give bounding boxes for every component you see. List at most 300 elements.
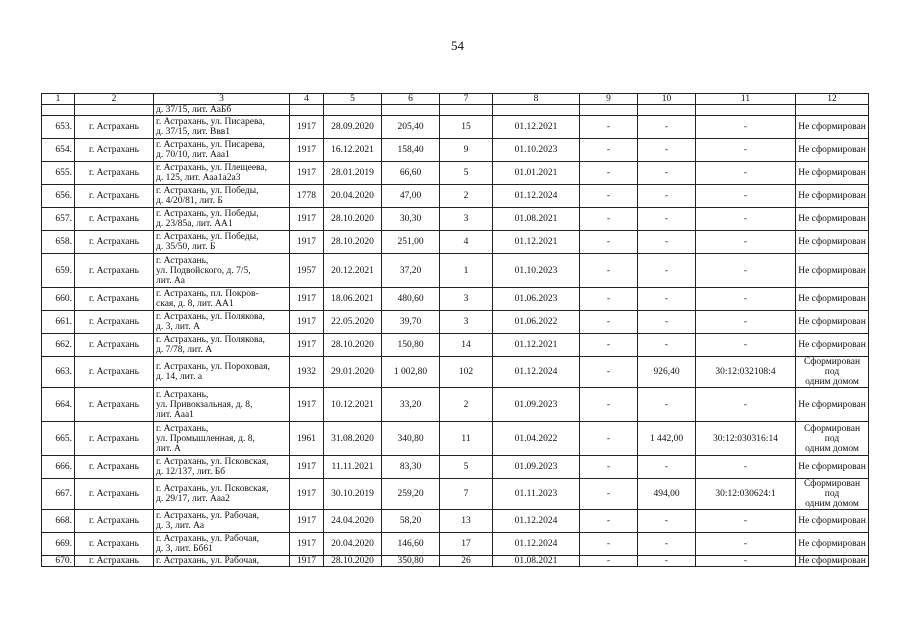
col9-cell: - xyxy=(580,334,638,357)
address-cell xyxy=(154,116,290,139)
col10-cell: - xyxy=(638,533,696,556)
table-row xyxy=(42,254,869,288)
table-row xyxy=(42,334,869,357)
area-cell: 1 002,80 xyxy=(382,357,440,388)
city-cell: г. Астрахань xyxy=(75,334,154,357)
cell-line: лит. Аа xyxy=(156,275,185,286)
address-cell xyxy=(154,139,290,162)
year-cell: 1917 xyxy=(290,388,324,422)
cell-line: д. 12/137, лит. Бб xyxy=(156,467,226,477)
cadastral-cell: 30:12:030316:14 xyxy=(696,422,796,456)
cell-line: д. 3, лит. Аа xyxy=(156,521,205,531)
date-cell: 29.01.2020 xyxy=(324,357,382,388)
cell-line: Сформирован под xyxy=(803,357,861,377)
date-cell: 28.10.2020 xyxy=(324,334,382,357)
cell-line: г. Астрахань, ул. Писарева, xyxy=(156,140,265,150)
city-cell: г. Астрахань xyxy=(75,533,154,556)
cell-line: д. 125, лит. Ааа1а2а3 xyxy=(156,173,241,183)
page-number: 54 xyxy=(451,38,464,53)
area-cell: 158,40 xyxy=(382,139,440,162)
cell-line: одним домом xyxy=(805,499,859,509)
status-cell xyxy=(796,208,869,231)
continuation-row xyxy=(42,105,869,116)
deadline-cell: 01.09.2023 xyxy=(493,456,580,479)
cadastral-cell: - xyxy=(696,456,796,479)
status-cell xyxy=(796,139,869,162)
address-cell xyxy=(154,231,290,254)
cell-line: г. Астрахань, xyxy=(156,255,209,266)
deadline-cell: 01.12.2024 xyxy=(493,533,580,556)
table-row xyxy=(42,456,869,479)
col10-cell: 1 442,00 xyxy=(638,422,696,456)
address-cell xyxy=(154,456,290,479)
count-cell: 2 xyxy=(440,388,493,422)
area-cell: 205,40 xyxy=(382,116,440,139)
table-row xyxy=(42,479,869,510)
cell-line: д. 37/15, лит. Ввв1 xyxy=(156,127,231,137)
count-cell: 11 xyxy=(440,422,493,456)
status-cell xyxy=(796,422,869,456)
address-cell xyxy=(154,422,290,456)
date-cell: 24.04.2020 xyxy=(324,510,382,533)
date-cell: 30.10.2019 xyxy=(324,479,382,510)
cell-line: Не сформирован xyxy=(798,317,866,327)
address-cell xyxy=(154,388,290,422)
status-cell xyxy=(796,388,869,422)
col9-cell: - xyxy=(580,139,638,162)
row-number: 655. xyxy=(42,162,75,185)
year-cell: 1917 xyxy=(290,311,324,334)
cell-line: д. 70/10, лит. Ааа1 xyxy=(156,150,230,160)
date-cell: 10.12.2021 xyxy=(324,388,382,422)
address-cell xyxy=(154,162,290,185)
column-header: 12 xyxy=(796,94,869,105)
row-number: 657. xyxy=(42,208,75,231)
status-cell xyxy=(796,533,869,556)
row-number: 654. xyxy=(42,139,75,162)
cadastral-cell: 30:12:030624:1 xyxy=(696,479,796,510)
col9-cell: - xyxy=(580,456,638,479)
status-cell xyxy=(796,116,869,139)
deadline-cell: 01.12.2024 xyxy=(493,357,580,388)
address-cell xyxy=(154,556,290,567)
cell-line: д. 4/20/81, лит. Б xyxy=(156,196,223,206)
table-row xyxy=(42,231,869,254)
year-cell: 1957 xyxy=(290,254,324,288)
cadastral-cell: - xyxy=(696,139,796,162)
col9-cell: - xyxy=(580,231,638,254)
address-cell xyxy=(154,208,290,231)
row-number: 668. xyxy=(42,510,75,533)
col10-cell: - xyxy=(638,139,696,162)
table-row xyxy=(42,510,869,533)
col10-cell: - xyxy=(638,456,696,479)
date-cell: 28.10.2020 xyxy=(324,231,382,254)
cadastral-cell: - xyxy=(696,311,796,334)
col10-cell: - xyxy=(638,510,696,533)
cadastral-cell: - xyxy=(696,208,796,231)
header-row xyxy=(42,94,869,105)
count-cell: 3 xyxy=(440,208,493,231)
year-cell: 1778 xyxy=(290,185,324,208)
area-cell: 251,00 xyxy=(382,231,440,254)
cell-line: Не сформирован xyxy=(798,214,866,224)
cell-line: Не сформирован xyxy=(798,539,866,549)
col9-cell: - xyxy=(580,533,638,556)
date-cell: 28.09.2020 xyxy=(324,116,382,139)
cell-line: Не сформирован xyxy=(798,516,866,526)
area-cell: 37,20 xyxy=(382,254,440,288)
deadline-cell: 01.12.2024 xyxy=(493,510,580,533)
cell-line: д. 7/78, лит. А xyxy=(156,345,213,355)
col10-cell: - xyxy=(638,334,696,357)
cell-line: Сформирован под xyxy=(803,423,861,444)
count-cell: 2 xyxy=(440,185,493,208)
cadastral-cell: - xyxy=(696,556,796,567)
address-cell xyxy=(154,254,290,288)
year-cell: 1917 xyxy=(290,208,324,231)
cell-line: Не сформирован xyxy=(798,294,866,304)
status-cell xyxy=(796,556,869,567)
row-number: 661. xyxy=(42,311,75,334)
row-number: 663. xyxy=(42,357,75,388)
cadastral-cell: - xyxy=(696,231,796,254)
row-number: 667. xyxy=(42,479,75,510)
col9-cell: - xyxy=(580,479,638,510)
cell-line: г. Астрахань, ул. Победы, xyxy=(156,186,259,196)
count-cell: 5 xyxy=(440,456,493,479)
col10-cell: - xyxy=(638,288,696,311)
address-cell xyxy=(154,479,290,510)
row-number: 656. xyxy=(42,185,75,208)
cell-line: д. 3, лит. Бб61 xyxy=(156,544,213,554)
city-cell: г. Астрахань xyxy=(75,422,154,456)
cell-line: д. 29/17, лит. Ааа2 xyxy=(156,494,230,504)
area-cell: 480,60 xyxy=(382,288,440,311)
cell-line: Не сформирован xyxy=(798,265,866,276)
col9-cell: - xyxy=(580,510,638,533)
status-cell xyxy=(796,185,869,208)
col9-cell: - xyxy=(580,185,638,208)
city-cell: г. Астрахань xyxy=(75,510,154,533)
table-row xyxy=(42,533,869,556)
count-cell: 13 xyxy=(440,510,493,533)
column-header: 9 xyxy=(580,94,638,105)
area-cell: 39,70 xyxy=(382,311,440,334)
cell-line: г. Астрахань, пл. Покров- xyxy=(156,289,259,299)
cell-line: Не сформирован xyxy=(798,145,866,155)
deadline-cell: 01.12.2021 xyxy=(493,116,580,139)
col9-cell: - xyxy=(580,556,638,567)
cell-line: г. Астрахань, ул. Рабочая, xyxy=(156,556,260,566)
cell-line: Сформирован под xyxy=(803,479,861,499)
col10-cell: - xyxy=(638,185,696,208)
year-cell: 1961 xyxy=(290,422,324,456)
address-cell xyxy=(154,288,290,311)
date-cell: 28.01.2019 xyxy=(324,162,382,185)
city-cell: г. Астрахань xyxy=(75,288,154,311)
cell-line: Не сформирован xyxy=(798,168,866,178)
cell-line: лит. А xyxy=(156,443,181,454)
area-cell: 58,20 xyxy=(382,510,440,533)
cadastral-cell: - xyxy=(696,533,796,556)
table-body xyxy=(42,105,869,567)
date-cell: 28.10.2020 xyxy=(324,208,382,231)
col9-cell: - xyxy=(580,116,638,139)
deadline-cell: 01.08.2021 xyxy=(493,208,580,231)
cadastral-cell: 30:12:032108:4 xyxy=(696,357,796,388)
deadline-cell: 01.08.2021 xyxy=(493,556,580,567)
deadline-cell: 01.06.2022 xyxy=(493,311,580,334)
cadastral-cell: - xyxy=(696,162,796,185)
cell-line: г. Астрахань, ул. Рабочая, xyxy=(156,534,260,544)
cadastral-cell: - xyxy=(696,388,796,422)
col10-cell: - xyxy=(638,162,696,185)
table-row xyxy=(42,422,869,456)
count-cell: 17 xyxy=(440,533,493,556)
column-header: 7 xyxy=(440,94,493,105)
column-header: 1 xyxy=(42,94,75,105)
city-cell: г. Астрахань xyxy=(75,254,154,288)
deadline-cell: 01.10.2023 xyxy=(493,254,580,288)
date-cell: 16.12.2021 xyxy=(324,139,382,162)
col10-cell: - xyxy=(638,254,696,288)
column-header: 11 xyxy=(696,94,796,105)
col10-cell: - xyxy=(638,231,696,254)
status-cell xyxy=(796,334,869,357)
cell-line: д. 14, лит. а xyxy=(156,372,203,382)
cell-line: г. Астрахань, ул. Победы, xyxy=(156,209,259,219)
city-cell: г. Астрахань xyxy=(75,116,154,139)
city-cell: г. Астрахань xyxy=(75,231,154,254)
count-cell: 1 xyxy=(440,254,493,288)
cadastral-cell: - xyxy=(696,334,796,357)
count-cell: 102 xyxy=(440,357,493,388)
table-row xyxy=(42,139,869,162)
deadline-cell: 01.10.2023 xyxy=(493,139,580,162)
status-cell xyxy=(796,510,869,533)
cell-line: г. Астрахань, ул. Полякова, xyxy=(156,335,265,345)
status-cell xyxy=(796,288,869,311)
year-cell: 1917 xyxy=(290,479,324,510)
col9-cell: - xyxy=(580,357,638,388)
col10-cell: - xyxy=(638,311,696,334)
cell-line: Не сформирован xyxy=(798,462,866,472)
count-cell: 15 xyxy=(440,116,493,139)
row-number: 662. xyxy=(42,334,75,357)
area-cell: 259,20 xyxy=(382,479,440,510)
table-row xyxy=(42,556,869,567)
cell-line: Не сформирован xyxy=(798,399,866,410)
city-cell: г. Астрахань xyxy=(75,162,154,185)
row-number: 665. xyxy=(42,422,75,456)
table-row xyxy=(42,388,869,422)
col10-cell: - xyxy=(638,556,696,567)
cell-line: г. Астрахань, ул. Псковская, xyxy=(156,484,269,494)
city-cell: г. Астрахань xyxy=(75,479,154,510)
row-number: 664. xyxy=(42,388,75,422)
year-cell: 1917 xyxy=(290,334,324,357)
cadastral-cell: - xyxy=(696,510,796,533)
year-cell: 1932 xyxy=(290,357,324,388)
area-cell: 66,60 xyxy=(382,162,440,185)
date-cell: 20.12.2021 xyxy=(324,254,382,288)
column-header: 4 xyxy=(290,94,324,105)
cell-line: д. 35/50, лит. Б xyxy=(156,242,216,252)
cell-line: д. 3, лит. А xyxy=(156,322,200,332)
cadastral-cell: - xyxy=(696,185,796,208)
count-cell: 26 xyxy=(440,556,493,567)
cell-line: г. Астрахань, ул. Полякова, xyxy=(156,312,265,322)
status-cell xyxy=(796,311,869,334)
cadastral-cell: - xyxy=(696,116,796,139)
cell-line: г. Астрахань, ул. Псковская, xyxy=(156,457,269,467)
table-row xyxy=(42,185,869,208)
col10-cell: 926,40 xyxy=(638,357,696,388)
col10-cell: - xyxy=(638,116,696,139)
col9-cell: - xyxy=(580,311,638,334)
count-cell: 7 xyxy=(440,479,493,510)
table-row xyxy=(42,357,869,388)
address-cell xyxy=(154,510,290,533)
area-cell: 350,80 xyxy=(382,556,440,567)
count-cell: 3 xyxy=(440,288,493,311)
col9-cell: - xyxy=(580,162,638,185)
date-cell: 20.04.2020 xyxy=(324,185,382,208)
count-cell: 9 xyxy=(440,139,493,162)
year-cell: 1917 xyxy=(290,533,324,556)
city-cell: г. Астрахань xyxy=(75,185,154,208)
year-cell: 1917 xyxy=(290,456,324,479)
status-cell xyxy=(796,456,869,479)
city-cell: г. Астрахань xyxy=(75,311,154,334)
table-row xyxy=(42,311,869,334)
column-header: 10 xyxy=(638,94,696,105)
deadline-cell: 01.12.2021 xyxy=(493,231,580,254)
deadline-cell: 01.12.2024 xyxy=(493,185,580,208)
column-header: 3 xyxy=(154,94,290,105)
city-cell: г. Астрахань xyxy=(75,556,154,567)
count-cell: 5 xyxy=(440,162,493,185)
deadline-cell: 01.04.2022 xyxy=(493,422,580,456)
city-cell: г. Астрахань xyxy=(75,139,154,162)
col10-cell: - xyxy=(638,388,696,422)
row-number: 660. xyxy=(42,288,75,311)
cell-line: ул. Промышленная, д. 8, xyxy=(156,433,255,444)
cell-line: одним домом xyxy=(805,443,859,454)
status-cell xyxy=(796,357,869,388)
date-cell: 22.05.2020 xyxy=(324,311,382,334)
cell-line: г. Астрахань, ул. Писарева, xyxy=(156,117,265,127)
cell-line: ул. Подвойского, д. 7/5, xyxy=(156,265,251,276)
count-cell: 14 xyxy=(440,334,493,357)
col10-cell: - xyxy=(638,208,696,231)
address-cell xyxy=(154,311,290,334)
area-cell: 83,30 xyxy=(382,456,440,479)
cell-line: д. 23/85а, лит. АА1 xyxy=(156,219,233,229)
date-cell: 20.04.2020 xyxy=(324,533,382,556)
deadline-cell: 01.06.2023 xyxy=(493,288,580,311)
cell-line: ул. Привокзальная, д. 8, xyxy=(156,399,253,410)
address-cell: д. 37/15, лит. АаБб xyxy=(154,105,290,116)
table-row xyxy=(42,288,869,311)
cell-line: Не сформирован xyxy=(798,191,866,201)
address-cell xyxy=(154,334,290,357)
date-cell: 28.10.2020 xyxy=(324,556,382,567)
city-cell: г. Астрахань xyxy=(75,208,154,231)
area-cell: 146,60 xyxy=(382,533,440,556)
table-row xyxy=(42,116,869,139)
registry-table xyxy=(41,93,869,567)
date-cell: 11.11.2021 xyxy=(324,456,382,479)
col9-cell: - xyxy=(580,254,638,288)
cell-line: г. Астрахань, ул. Победы, xyxy=(156,232,259,242)
col9-cell: - xyxy=(580,208,638,231)
area-cell: 150,80 xyxy=(382,334,440,357)
cell-line: Не сформирован xyxy=(798,340,866,350)
area-cell: 340,80 xyxy=(382,422,440,456)
count-cell: 4 xyxy=(440,231,493,254)
city-cell: г. Астрахань xyxy=(75,388,154,422)
column-header: 5 xyxy=(324,94,382,105)
row-number: 658. xyxy=(42,231,75,254)
cell-line: г. Астрахань, xyxy=(156,423,209,434)
cell-line: г. Астрахань, xyxy=(156,389,209,400)
column-header: 8 xyxy=(493,94,580,105)
cadastral-cell: - xyxy=(696,254,796,288)
col9-cell: - xyxy=(580,422,638,456)
count-cell: 3 xyxy=(440,311,493,334)
status-cell xyxy=(796,231,869,254)
row-number: 670. xyxy=(42,556,75,567)
cell-line: г. Астрахань, ул. Пороховая, xyxy=(156,362,270,372)
year-cell: 1917 xyxy=(290,116,324,139)
col9-cell: - xyxy=(580,388,638,422)
row-number: 659. xyxy=(42,254,75,288)
address-cell xyxy=(154,357,290,388)
city-cell: г. Астрахань xyxy=(75,456,154,479)
year-cell: 1917 xyxy=(290,556,324,567)
area-cell: 30,30 xyxy=(382,208,440,231)
table-row xyxy=(42,208,869,231)
address-cell xyxy=(154,533,290,556)
cell-line: Не сформирован xyxy=(798,237,866,247)
deadline-cell: 01.11.2023 xyxy=(493,479,580,510)
year-cell: 1917 xyxy=(290,231,324,254)
column-header: 2 xyxy=(75,94,154,105)
cadastral-cell: - xyxy=(696,288,796,311)
year-cell: 1917 xyxy=(290,139,324,162)
cell-line: лит. Ааа1 xyxy=(156,409,194,420)
status-cell xyxy=(796,479,869,510)
cell-line: одним домом xyxy=(805,377,859,387)
col9-cell: - xyxy=(580,288,638,311)
col10-cell: 494,00 xyxy=(638,479,696,510)
deadline-cell: 01.12.2021 xyxy=(493,334,580,357)
cell-line: Не сформирован xyxy=(798,556,866,566)
deadline-cell: 01.01.2021 xyxy=(493,162,580,185)
address-cell xyxy=(154,185,290,208)
cell-line: ская, д. 8, лит. АА1 xyxy=(156,299,234,309)
cell-line: г. Астрахань, ул. Рабочая, xyxy=(156,511,260,521)
status-cell xyxy=(796,162,869,185)
status-cell xyxy=(796,254,869,288)
year-cell: 1917 xyxy=(290,288,324,311)
area-cell: 33,20 xyxy=(382,388,440,422)
date-cell: 31.08.2020 xyxy=(324,422,382,456)
cell-line: Не сформирован xyxy=(798,122,866,132)
city-cell: г. Астрахань xyxy=(75,357,154,388)
